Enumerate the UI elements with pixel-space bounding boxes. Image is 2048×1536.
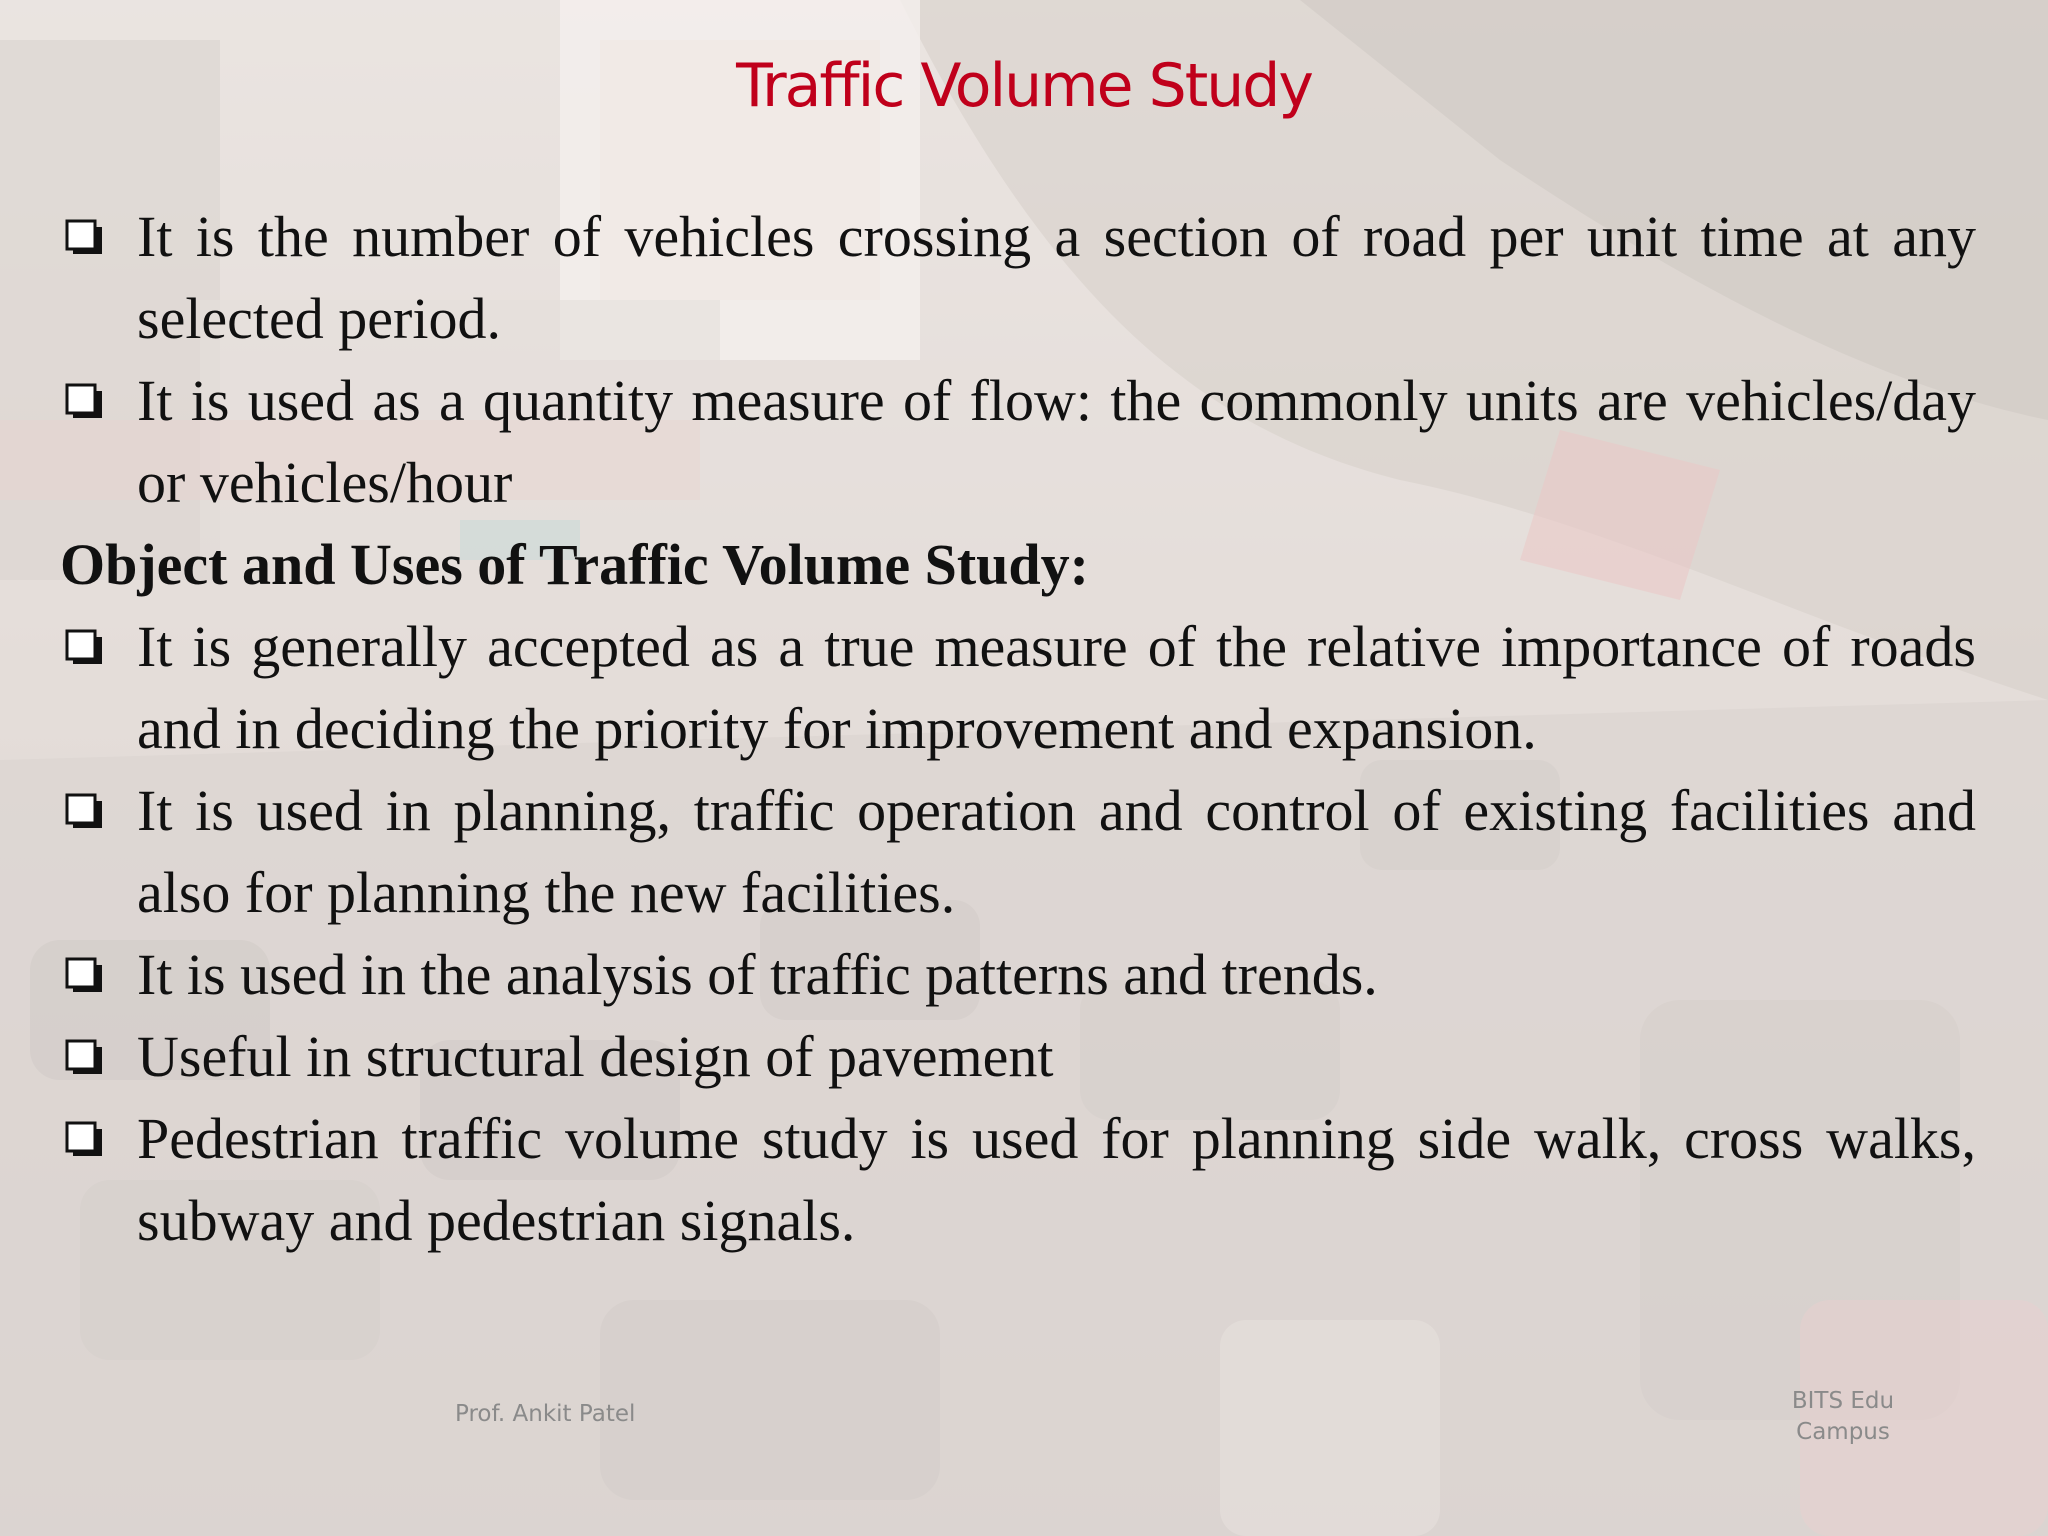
bullet-text: It is the number of vehicles crossing a section of road per unit time at any selected period. (137, 204, 1976, 351)
checkbox-square-icon (65, 793, 103, 831)
bullet-item (60, 934, 1976, 1016)
slide-body (60, 196, 1976, 1262)
checkbox-square-icon (65, 629, 103, 667)
bullet-text: Useful in structural design of pavement (137, 1024, 1054, 1089)
checkbox-square-icon (65, 1121, 103, 1159)
bullet-text: It is used as a quantity measure of flow: the commonly units are vehicles/day or vehicles/hour (137, 368, 1976, 515)
bullet-text: It is generally accepted as a true measure of the relative importance of roads and in deciding the priority for improvement and expansion. (137, 614, 1976, 761)
footer-organization (1770, 1386, 1916, 1448)
slide-title: Traffic Volume Study (736, 51, 1312, 121)
bullet-item (60, 360, 1976, 524)
bullet-text: It is used in planning, traffic operation and control of existing facilities and also for planning the new facilities. (137, 778, 1976, 925)
section-heading: Object and Uses of Traffic Volume Study: (60, 532, 1089, 597)
checkbox-square-icon (65, 1039, 103, 1077)
checkbox-square-icon (65, 219, 103, 257)
bullet-item (60, 1098, 1976, 1262)
bullet-item (60, 606, 1976, 770)
bullet-item (60, 196, 1976, 360)
bullet-item (60, 1016, 1976, 1098)
bullet-item (60, 770, 1976, 934)
footer-author: Prof. Ankit Patel (455, 1401, 636, 1427)
checkbox-square-icon (65, 957, 103, 995)
bullet-text: Pedestrian traffic volume study is used for planning side walk, cross walks, subway and pedestrian signals. (137, 1106, 1976, 1253)
checkbox-square-icon (65, 383, 103, 421)
footer-org-line: Campus (1796, 1419, 1890, 1445)
bullet-text: It is used in the analysis of traffic patterns and trends. (137, 942, 1378, 1007)
footer-org-line: BITS Edu (1791, 1388, 1895, 1414)
